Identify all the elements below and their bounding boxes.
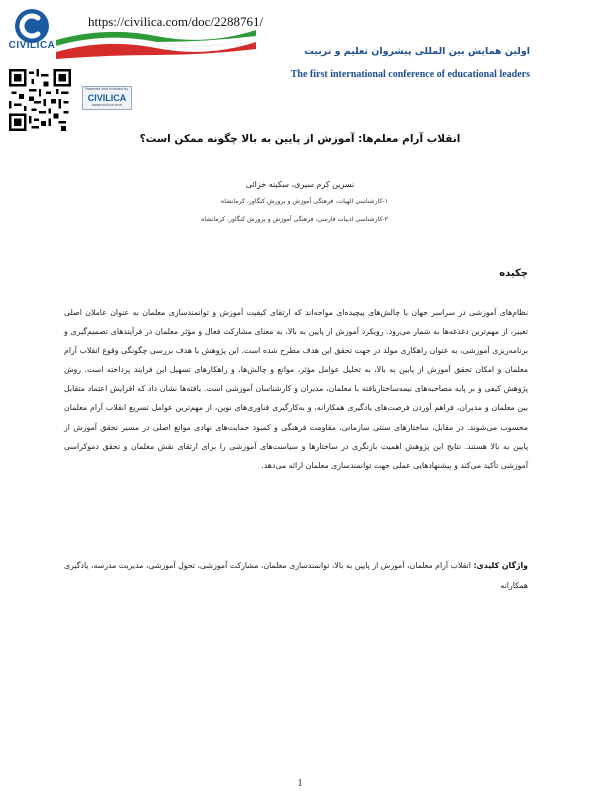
badge-name: CIVILICA [87, 93, 127, 103]
page-number: 1 [297, 778, 303, 789]
logo-text: CIVILICA [8, 40, 56, 51]
conference-title-fa: اولین همایش بین المللی پیشروان تعلیم و تربیت [304, 46, 530, 57]
paper-authors: نسرین کرم سیری، سکینه خزائی [245, 180, 355, 189]
civilica-index-badge[interactable] [82, 86, 132, 110]
badge-bottom-text: www.civilica.com [92, 103, 122, 107]
abstract-text: نظام‌های آموزشی در سراسر جهان با چالش‌های پیچیده‌ای مواجه‌اند که ارتقای کیفیت آموزش و توانمندسازی معلمان به عنوان عاملان اصلی تغییر، از مهم‌ترین دغدغه‌ها به شمار می‌رود. رویکرد آموزش از پایین به بالا، به معنای مشارکت فعال و مؤثر معلمان در فرآیندهای تصمیم‌گیری و برنامه‌ریزی آموزشی، به عنوان راهکاری مولد در جهت تحقق این هدف مطرح شده است. این پژوهش با هدف بررسی چگونگی وقوع انقلاب آرام معلمان و امکان تحقق آموزش از پایین به بالا، به تحلیل عوامل مؤثر، موانع و چالش‌ها، و راهکارهای تسهیل این فرایند پرداخته است. روش پژوهش کیفی و بر پایه مصاحبه‌های نیمه‌ساختاریافته با معلمان، مدیران و کارشناسان آموزشی است. یافته‌ها نشان داد که افزایش اعتماد متقابل بین معلمان و مدیران، فراهم آوردن فرصت‌های یادگیری همکارانه، و به‌کارگیری فناوری‌های نوین، از مهم‌ترین عوامل تسریع انقلاب آرام معلمان محسوب می‌شوند. در مقابل، ساختارهای سنتی سازمانی، مقاومت فرهنگی و کمبود حمایت‌های نهادی موانع اصلی در مسیر تحقق آموزش از پایین به بالا هستند. نتایج این پژوهش اهمیت بازنگری در ساختارها و سیاست‌های آموزشی را برای ارتقای نقش معلمان و تحقق دموکراسی آموزشی تأکید می‌کند و پیشنهادهایی عملی جهت توانمندسازی معلمان ارائه می‌دهد. [64, 308, 528, 470]
qr-code-icon[interactable] [9, 69, 71, 131]
conference-title-en: The first international conference of educational leaders [290, 69, 530, 80]
affiliation-1: ۱-کارشناسی الهیات، فرهنگی آموزش و پرورش کنگاور، کرمانشاه [221, 198, 388, 205]
keywords-list: انقلاب آرام معلمان، آموزش از پایین به بالا، توانمندسازی معلمان، مشارکت آموزشی، تحول آموزشی، مدیریت مدرسه، یادگیری همکارانه [64, 561, 528, 590]
civilica-logo-icon [4, 6, 60, 62]
abstract-heading: چکیده [499, 268, 528, 279]
keywords-label: واژگان کلیدی: [473, 561, 528, 570]
document-url[interactable]: https://civilica.com/doc/2288761/ [88, 14, 264, 29]
paper-title: انقلاب آرام معلم‌ها: آموزش از پایین به بالا چگونه ممکن است؟ [139, 133, 461, 145]
affiliation-2: ۲-کارشناسی ادبیات فارسی، فرهنگی آموزش و پرورش کنگاور، کرمانشاه [201, 216, 388, 223]
badge-top-text: Powered and indexed by [85, 87, 129, 91]
keywords-block [64, 556, 528, 596]
